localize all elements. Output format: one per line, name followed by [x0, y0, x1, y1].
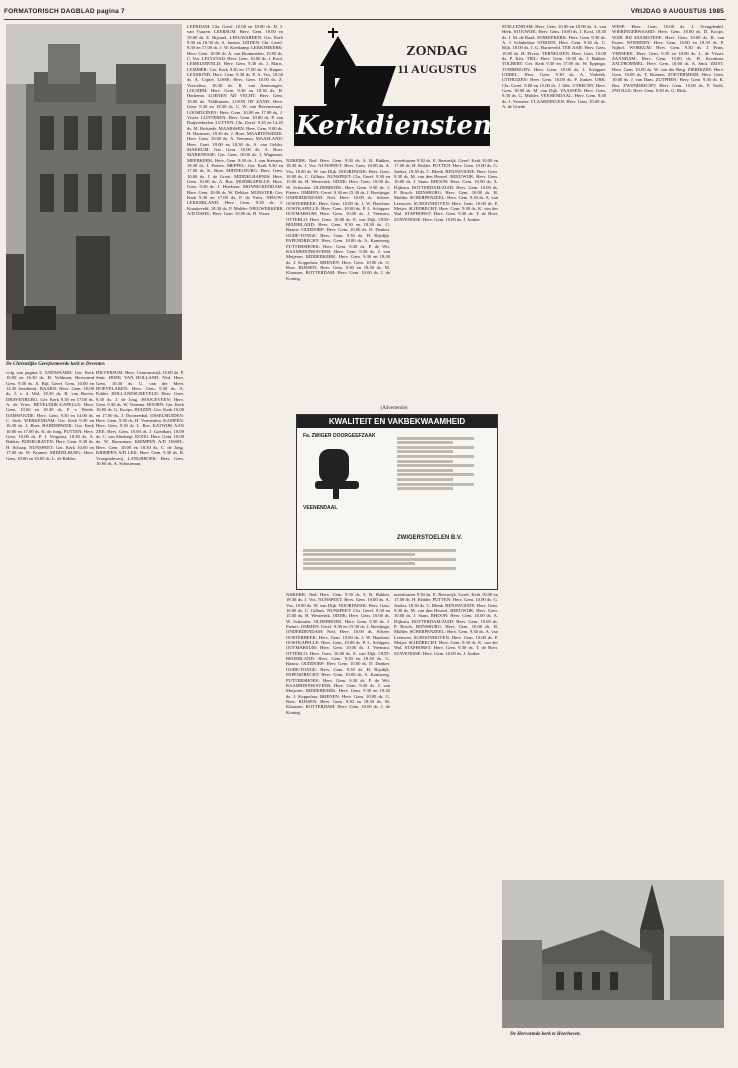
ad-list	[397, 435, 491, 492]
header-rule	[4, 19, 726, 20]
church-photo-bottom	[502, 880, 724, 1028]
church-photo-top-image	[6, 24, 182, 360]
ad-footer: ZWIGERSTOELEN B.V.	[397, 535, 463, 541]
ad-place: VEENENDAAL	[303, 505, 338, 511]
caption-top-photo: De Christelijke Gereformeerde kerk te Deventer.	[6, 362, 106, 367]
ad-title: KWALITEIT EN VAKBEKWAAMHEID	[297, 415, 497, 428]
column-1-text	[6, 370, 94, 1064]
column-4-lower-text	[394, 592, 498, 1064]
title-date-line: ZONDAG	[406, 44, 468, 59]
header-left: FORMATORISCH DAGBLAD pagina 7	[4, 8, 125, 15]
caption-bottom-photo: De Hervormde kerk te Heerhoven.	[510, 1032, 581, 1037]
advertisement	[296, 414, 498, 590]
header-right: VRIJDAG 9 AUGUSTUS 1985	[630, 8, 724, 15]
column-5-text	[502, 24, 606, 874]
church-photo-top	[6, 24, 182, 360]
ad-logo: Fa. ZWIGER DOORGEEFZAAK	[303, 433, 376, 439]
title-text: Kerkdiensten	[296, 111, 492, 141]
column-3-lower-body: NIJKERK: Ned. Herv. Gem. 9.30 ds. S. R. Bakker, 18.30 ds. J. Vos. NUNSPEET: Herv. Gem. 10.00 ds. A. Vos, 18.00 ds. W. van Dijk. NOORDWIJK: Herv. Gem. 10.00 ds. C. Gilhuis. NUNSPEET: Chr. Geref. 9.30 en 15.00 ds. H. Westerink. ODIJK: Herv. Gem. 10.00 ds. W. Schouten. OLDEBROEK: Herv. Gem. 9.30 ds. J. Pieters. OMMEN: Geref. 9.30 en 15.30 ds. J. Boeijinga. ONDERDENDAM: Ned. Herv. 10.00 ds. Scheer. OOSTERBEEK: Herv. Gem. 10.00 ds. J. W. Hazelaar. OOSTKAPELLE: Herv. Gem. 10.00 ds. P. L. Schipper. OOTMARSUM: Herv. Gem. 10.00 ds. J. Veenstra. OTTERLO: Herv. Gem. 10.00 ds. E. van Dijk. OUD-BEIJERLAND: Herv. Gem. 9.30 en 18.30 ds. G. Baauw. OUDDORP: Herv. Gem. 10.00 ds. D. Donker. OUDE-TONGE: Herv. Gem. 9.30 ds. H. Rijsdijk. PAPENDRECHT: Herv. Gem. 10.00 ds. A. Kamsteeg. PUTTERSHOEK: Herv. Gem. 9.30 ds. P. de Wit. RAAMSDONKSVEER: Herv. Gem. 9.30 ds. J. van Meijeren. RIDDERKERK: Herv. Gem. 9.30 en 18.30 ds. J. Koppelaar. RHENEN: Herv. Gem. 10.00 ds. G. Boer. RIJSSEN: Herv. Gem. 9.30 en 18.30 ds. M. Klaassen. ROTTERDAM: Herv. Gem. 10.00 ds. J. de Koning.	[286, 592, 390, 715]
column-3-text	[286, 158, 390, 410]
ad-label: (Advertentie)	[380, 406, 408, 411]
column-1b-body: HILVERSUM: Herv. Centrumwijk 10.00 ds. P. Smit. HOEK VAN HOLLAND: Ned. Herv. Gem. 10.30 ds. G. van der Meer. HOEVELAKEN: Herv. Gem. 9.30 ds. A. Polder. HOLLANDSCHEVELD: Herv. Gem. 9.30 ds. J. de Jong. HOOGEVEEN: Herv. Gem. 9.30 ds. W. Venema. HOORN: Ger. Kerk 10.00 ds. G. Koops. HUIZEN: Ger. Kerk 10.00 en 17.00 ds. J. Doornenbal. IJSSELMUIDEN: Herv. Gem. 9.30 ds. H. Vermeulen. KAMPEN: Herv. Gem. 9.30 ds. L. Bos. KATWIJK AAN ZEE: Herv. Gem. 10.00 ds. J. Goedhart, 18.00 ds. C. van Sliedregt. KOOG: Herv. Gem. 10.00 ds. W. Bouwman. KRIMPEN A/D IJSSEL: Herv. Gem. 10.00 en 18.30 ds. C. de Jong. KRIMPEN A/D LEK: Herv. Gem. 9.30 ds. B. Vroegindeweij. LANGBROEK: Herv. Gem. 10.00 ds. A. Schuurman.	[96, 370, 184, 466]
column-3-body: NIJKERK: Ned. Herv. Gem. 9.30 ds. S. R. Bakker, 18.30 ds. J. Vos. NUNSPEET: Herv. Gem. 10.00 ds. A. Vos, 18.00 ds. W. van Dijk. NOORDWIJK: Herv. Gem. 10.00 ds. C. Gilhuis. NUNSPEET: Chr. Geref. 9.30 en 15.00 ds. H. Westerink. ODIJK: Herv. Gem. 10.00 ds. W. Schouten. OLDEBROEK: Herv. Gem. 9.30 ds. J. Pieters. OMMEN: Geref. 9.30 en 15.30 ds. J. Boeijinga. ONDERDENDAM: Ned. Herv. 10.00 ds. Scheer. OOSTERBEEK: Herv. Gem. 10.00 ds. J. W. Hazelaar. OOSTKAPELLE: Herv. Gem. 10.00 ds. P. L. Schipper. OOTMARSUM: Herv. Gem. 10.00 ds. J. Veenstra. OTTERLO: Herv. Gem. 10.00 ds. E. van Dijk. OUD-BEIJERLAND: Herv. Gem. 9.30 en 18.30 ds. G. Baauw. OUDDORP: Herv. Gem. 10.00 ds. D. Donker. OUDE-TONGE: Herv. Gem. 9.30 ds. H. Rijsdijk. PAPENDRECHT: Herv. Gem. 10.00 ds. A. Kamsteeg. PUTTERSHOEK: Herv. Gem. 9.30 ds. P. de Wit. RAAMSDONKSVEER: Herv. Gem. 9.30 ds. J. van Meijeren. RIDDERKERK: Herv. Gem. 9.30 en 18.30 ds. J. Koppelaar. RHENEN: Herv. Gem. 10.00 ds. G. Boer. RIJSSEN: Herv. Gem. 9.30 en 18.30 ds. M. Klaassen. ROTTERDAM: Herv. Gem. 10.00 ds. J. de Koning.	[286, 158, 390, 281]
column-4-text	[394, 158, 498, 410]
church-photo-bottom-image	[502, 880, 724, 1028]
column-1b-text	[96, 370, 184, 1064]
column-6-body: WESP: Herv. Gem. 10.00 ds. J. Vreugdenhil. WIERINGERWAARD: Herv. Gem. 10.00 ds. D. Koops. WIJK BIJ DUURSTEDE: Herv. Gem. 10.00 ds. R. van Essen. WOERDEN: Herv. Gem. 10.00 en 18.30 ds. P. Nijhof. WORKUM: Herv. Gem. 9.30 ds. J. Prins. YERSEKE: Herv. Gem. 9.30 en 18.00 ds. L. de Visser. ZAANDAM: Herv. Gem. 10.00 ds. H. Kooiman. ZALTBOMMEL: Herv. Gem. 10.00 ds. A. Smit. ZEIST: Herv. Gem. 10.00 ds. W. van der Berg. ZIERIKZEE: Herv. Gem. 10.00 ds. T. Brienen. ZOETERMEER: Herv. Gem. 10.00 ds. J. van Dam. ZUTPHEN: Herv. Gem. 9.30 ds. K. Bos. ZWIJNDRECHT: Herv. Gem. 10.00 ds. P. Stolk. ZWOLLE: Herv. Gem. 9.30 ds. G. Blok.	[612, 24, 724, 94]
column-1-body: volg van pagina 6. ENDWAARD: Ger. Kerk 10.00 en 16.30 ds. H. Veldman; Hervormd Gem. 9.30 ds. A. Bijl, Geref. Gem. 10.00 en 14.30 leesdienst. BAARN: Herv. Gem. 10.00 ds. J. v. d. Wal, 18.30 ds. R. van Boven. DRAVENBURG: Ger. Kerk 9.30 en 17.00 ds. A. de Vries. BEVELDIJK-CAPELLE: Herv. Gem. 10.00 en 18.30 ds. F. v. Weele. DAMWOUDE: Herv. Gem. 9.30 en 14.00 ds. C. Stok. WERKENDAM: Ger. Kerk 9.30 en 16.30 ds. J. Boer. HARDERWIJK: Ger. Kerk 10.00 en 17.00 ds. K. de Jong. PUTTEN: Herv. Gem. 10.00 ds. P. J. Vergunst, 18.30 ds. A. Bakker. BODEGRAVEN: Herv. Gem. 9.30 ds. H. Schaap. NUNSPEET: Ger. Kerk 10.00 en 17.00 ds. W. Kramer. MIDDELBURG: Herv. Gem. 10.00 en 18.00 ds. L. de Ridder.	[6, 370, 94, 461]
column-4-lower-body: meerhuizen 9.30 ds. E. Reeuwijk. Geref. Kerk 10.00 en 17.00 ds. H. Ridder. PUTTEN: Herv. Gem. 10.00 ds. G. Jonker, 18.30 ds. C. Blenk. RENSWOUDE: Herv. Gem. 9.30 ds. M. van den Heuvel. REEUWIJK: Herv. Gem. 10.00 ds. J. Stam. RHOON: Herv. Gem. 10.00 ds. A. Dijkstra. ROTTERDAM-ZUID: Herv. Gem. 10.00 ds. P. Bosch. RIJNSBURG: Herv. Gem. 10.00 ds. H. Mulder. SCHERPENZEEL: Herv. Gem. 9.30 ds. A. van Leeuwen. SCHOONHOVEN: Herv. Gem. 10.00 ds. P. Meijer. SLIEDRECHT: Herv. Gem. 9.30 ds. K. van der Wal. STAPHORST: Herv. Gem. 9.30 ds. T. de Boer. STAVENISSE: Herv. Gem. 10.00 ds. J. Jonker.	[394, 592, 498, 656]
title-date: 11 AUGUSTUS	[397, 62, 477, 76]
column-5-body: STELLENDAM: Herv. Gem. 10.00 en 18.00 ds. A. van Herk. STOLWIJK: Herv. Gem. 10.00 ds. J. Kool, 18.30 ds. J. M. de Raad. STREEFKERK: Herv. Gem. 9.30 ds. A. J. Schakelaar. STRIJEN: Herv. Gem. 9.30 ds. C. Rijk, 18.00 ds. J. G. Barneveld. TER AAR: Herv. Gem. 10.00 ds. H. Elvers. TERNEUZEN: Herv. Gem. 10.00 ds. P. Kist. TIEL: Herv. Gem. 10.00 ds. J. Bakker. TOLBERT: Ger. Kerk 9.30 en 17.00 ds. W. Eppinga. TUBBERGEN: Herv. Gem. 10.00 ds. J. Schipper. UDDEL: Herv. Gem. 9.30 ds. A. Verbeek. UITHUIZEN: Herv. Gem. 10.00 ds. P. Jonker. URK: Chr. Geref. 9.00 en 15.00 ds. J. Slik. UTRECHT: Herv. Gem. 10.00 ds. M. van Dijk. VAASSEN: Herv. Gem. 9.30 ds. G. Mulder. VEENENDAAL: Herv. Gem. 9.30 ds. J. Vermeer. VLAARDINGEN: Herv. Gem. 10.00 ds. A. de Goede.	[502, 24, 606, 110]
chair-icon	[305, 443, 385, 503]
column-4-body: meerhuizen 9.30 ds. E. Reeuwijk. Geref. Kerk 10.00 en 17.00 ds. H. Ridder. PUTTEN: Herv. Gem. 10.00 ds. G. Jonker, 18.30 ds. C. Blenk. RENSWOUDE: Herv. Gem. 9.30 ds. M. van den Heuvel. REEUWIJK: Herv. Gem. 10.00 ds. J. Stam. RHOON: Herv. Gem. 10.00 ds. A. Dijkstra. ROTTERDAM-ZUID: Herv. Gem. 10.00 ds. P. Bosch. RIJNSBURG: Herv. Gem. 10.00 ds. H. Mulder. SCHERPENZEEL: Herv. Gem. 9.30 ds. A. van Leeuwen. SCHOONHOVEN: Herv. Gem. 10.00 ds. P. Meijer. SLIEDRECHT: Herv. Gem. 9.30 ds. K. van der Wal. STAPHORST: Herv. Gem. 9.30 ds. T. de Boer. STAVENISSE: Herv. Gem. 10.00 ds. J. Jonker.	[394, 158, 498, 222]
title-block	[286, 26, 496, 154]
column-2-body: LEERDAM: Chr. Geref. 10.00 en 18.00 ds. D. J. van Vuuren. LEERSUM: Herv. Gem. 10.00 en 19.00 ds. E. Bijvank. LEEUWARDEN: Ger. Kerk 9.30 en 16.30 ds. A. Jansen. LEIDEN: Chr. Geref. 9.30 en 17.00 ds. J. W. Kieskamp. LEKKERKERK: Herv. Gem. 10.00 ds. A. van Brummelen, 19.00 ds. C. Vos. LELYSTAD: Herv. Gem. 10.00 ds. J. Kool. LEMELERVELD: Herv. Gem. 9.30 ds. J. Maris. LEMMER: Ger. Kerk 9.30 en 17.00 ds. S. Kuiper. LEXMOND: Herv. Gem. 9.30 ds. P. A. Vos, 18.30 ds. A. Copier. LISSE: Herv. Gem. 10.00 ds. Z. Verwelius, 18.30 ds. R. van Amerongen. LOCHEM: Herv. Gem. 9.30 en 18.30 ds. H. Harkema. LOENEN AD VECHT: Herv. Gem. 10.00 ds. Veldhuizen. LOON OP ZAND: Herv. Gem. 9.30 en 18.30 ds. C. W. van Ravenswaaij. LOOSDUINEN: Herv. Gem. 10.00 en 17.00 ds. J. Visser. LUNTEREN: Herv. Gem. 10.00 ds. P. van Duijvenboden. LUTTEN: Chr. Geref. 9.45 en 14.45 ds. M. Hofstede. MAARSSEN: Herv. Gem. 9.00 ds. H. Harmsen, 18.30 ds. J. Boer. MAARTENSDIJK: Herv. Gem. 10.00 ds. A. Veerman. MAASLAND: Herv. Gem. 10.00 en 18.30 ds. A. van Gelder. MAKKUM: Ger. Gem. 10.00 ds. A. Boer. MARKNESSE: Ger. Gem. 10.00 ds. J. Wagenaar. MEERKERK: Herv. Gem. 9.30 ds. J. van Ittersum, 18.30 ds. J. Pieters. MEPPEL: Ger. Kerk 9.30 en 17.00 ds. K. Boer. MIDDELBURG: Herv. Gem. 10.00 ds. J. de Groot. MIDDELHARNIS: Herv. Gem. 10.00 ds. A. Bos. MOERKAPELLE: Herv. Gem. 9.30 ds. J. Hoekstra. MONNICKENDAM: Herv. Gem. 10.00 ds. W. Dekker. MONSTER: Ger. Kerk 9.30 en 17.00 ds. P. de Vries. NIEUW-LEKKERLAND: Herv. Gem. 9.30 ds. J. Kraaijeveld, 18.30 ds. P. Mulder. NIEUWERKERK A/D IJSSEL: Herv. Gem. 10.00 ds. H. Visser.	[187, 24, 283, 217]
column-6-text	[612, 24, 724, 874]
column-2-text	[187, 24, 283, 1064]
ad-footer-lines	[303, 547, 489, 572]
column-3-lower-text	[286, 592, 390, 1064]
